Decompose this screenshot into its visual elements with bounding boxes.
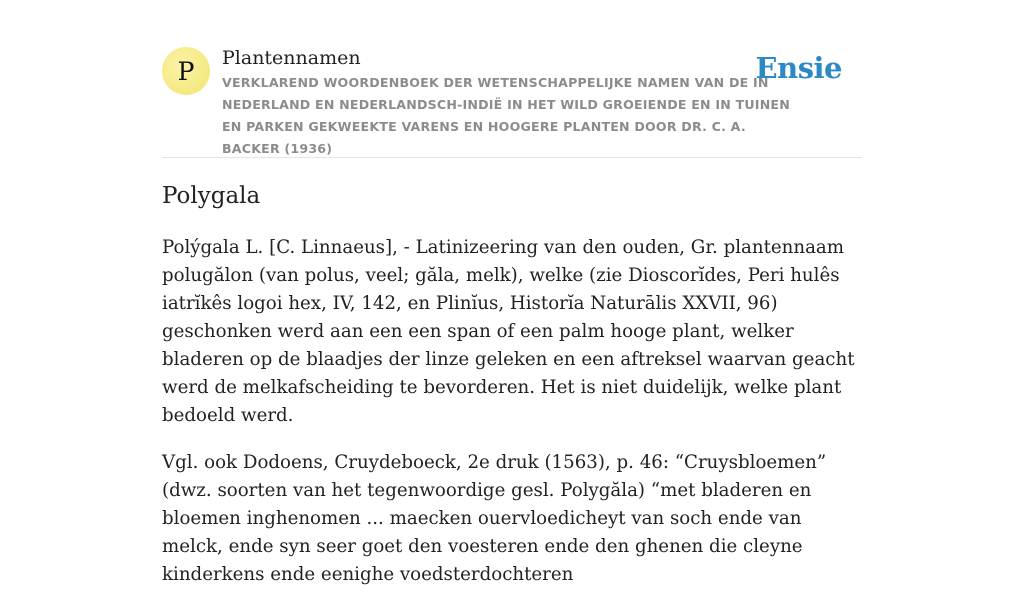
header xyxy=(162,0,862,158)
content-container xyxy=(162,0,862,585)
book-title[interactable]: Plantennamen xyxy=(222,47,361,69)
entry-paragraph: Polýgala L. [C. Linnaeus], - Latinizeering van den ouden, Gr. plantennaam polugălon (van polus, veel; găla, melk), welke (zie Dioscorĭdes, Peri hulês iatrĭkês logoi hex, IV, 142, en Plinĭus, Historĭa Naturālis XXVII, 96) geschonken werd aan een een span of een palm hooge plant, welker bladeren op de blaadjes der linze geleken en een aftreksel waarvan geacht werd de melkafscheiding te bevorderen. Het is niet duidelijk, welke plant bedoeld werd. xyxy=(162,237,855,426)
entry-paragraph: Vgl. ook Dodoens, Cruydeboeck, 2e druk (1563), p. 46: “Cruysbloemen” (dwz. soorten van het tegenwoordige gesl. Polygăla) “met bladeren en bloemen inghenomen ... maecken ouervloedicheyt van soch ende van melck, ende syn seer goet den voesteren ende den ghenen die cleyne kinderkens ende eenighe voedsterdochteren xyxy=(162,452,827,585)
entry-title: Polygala xyxy=(162,183,261,209)
ensie-logo[interactable]: Ensie xyxy=(755,51,842,85)
book-subtitle: VERKLAREND WOORDENBOEK DER WETENSCHAPPELIJKE NAMEN VAN DE IN NEDERLAND EN NEDERLANDSCH-INDIË IN HET WILD GROEIENDE EN IN TUINEN EN PARKEN GEKWEEKTE VARENS EN HOOGERE PLANTEN DOOR DR. C. A. BACKER (1936) xyxy=(222,75,790,156)
entry-body xyxy=(162,234,862,608)
book-avatar[interactable]: P xyxy=(162,47,210,95)
